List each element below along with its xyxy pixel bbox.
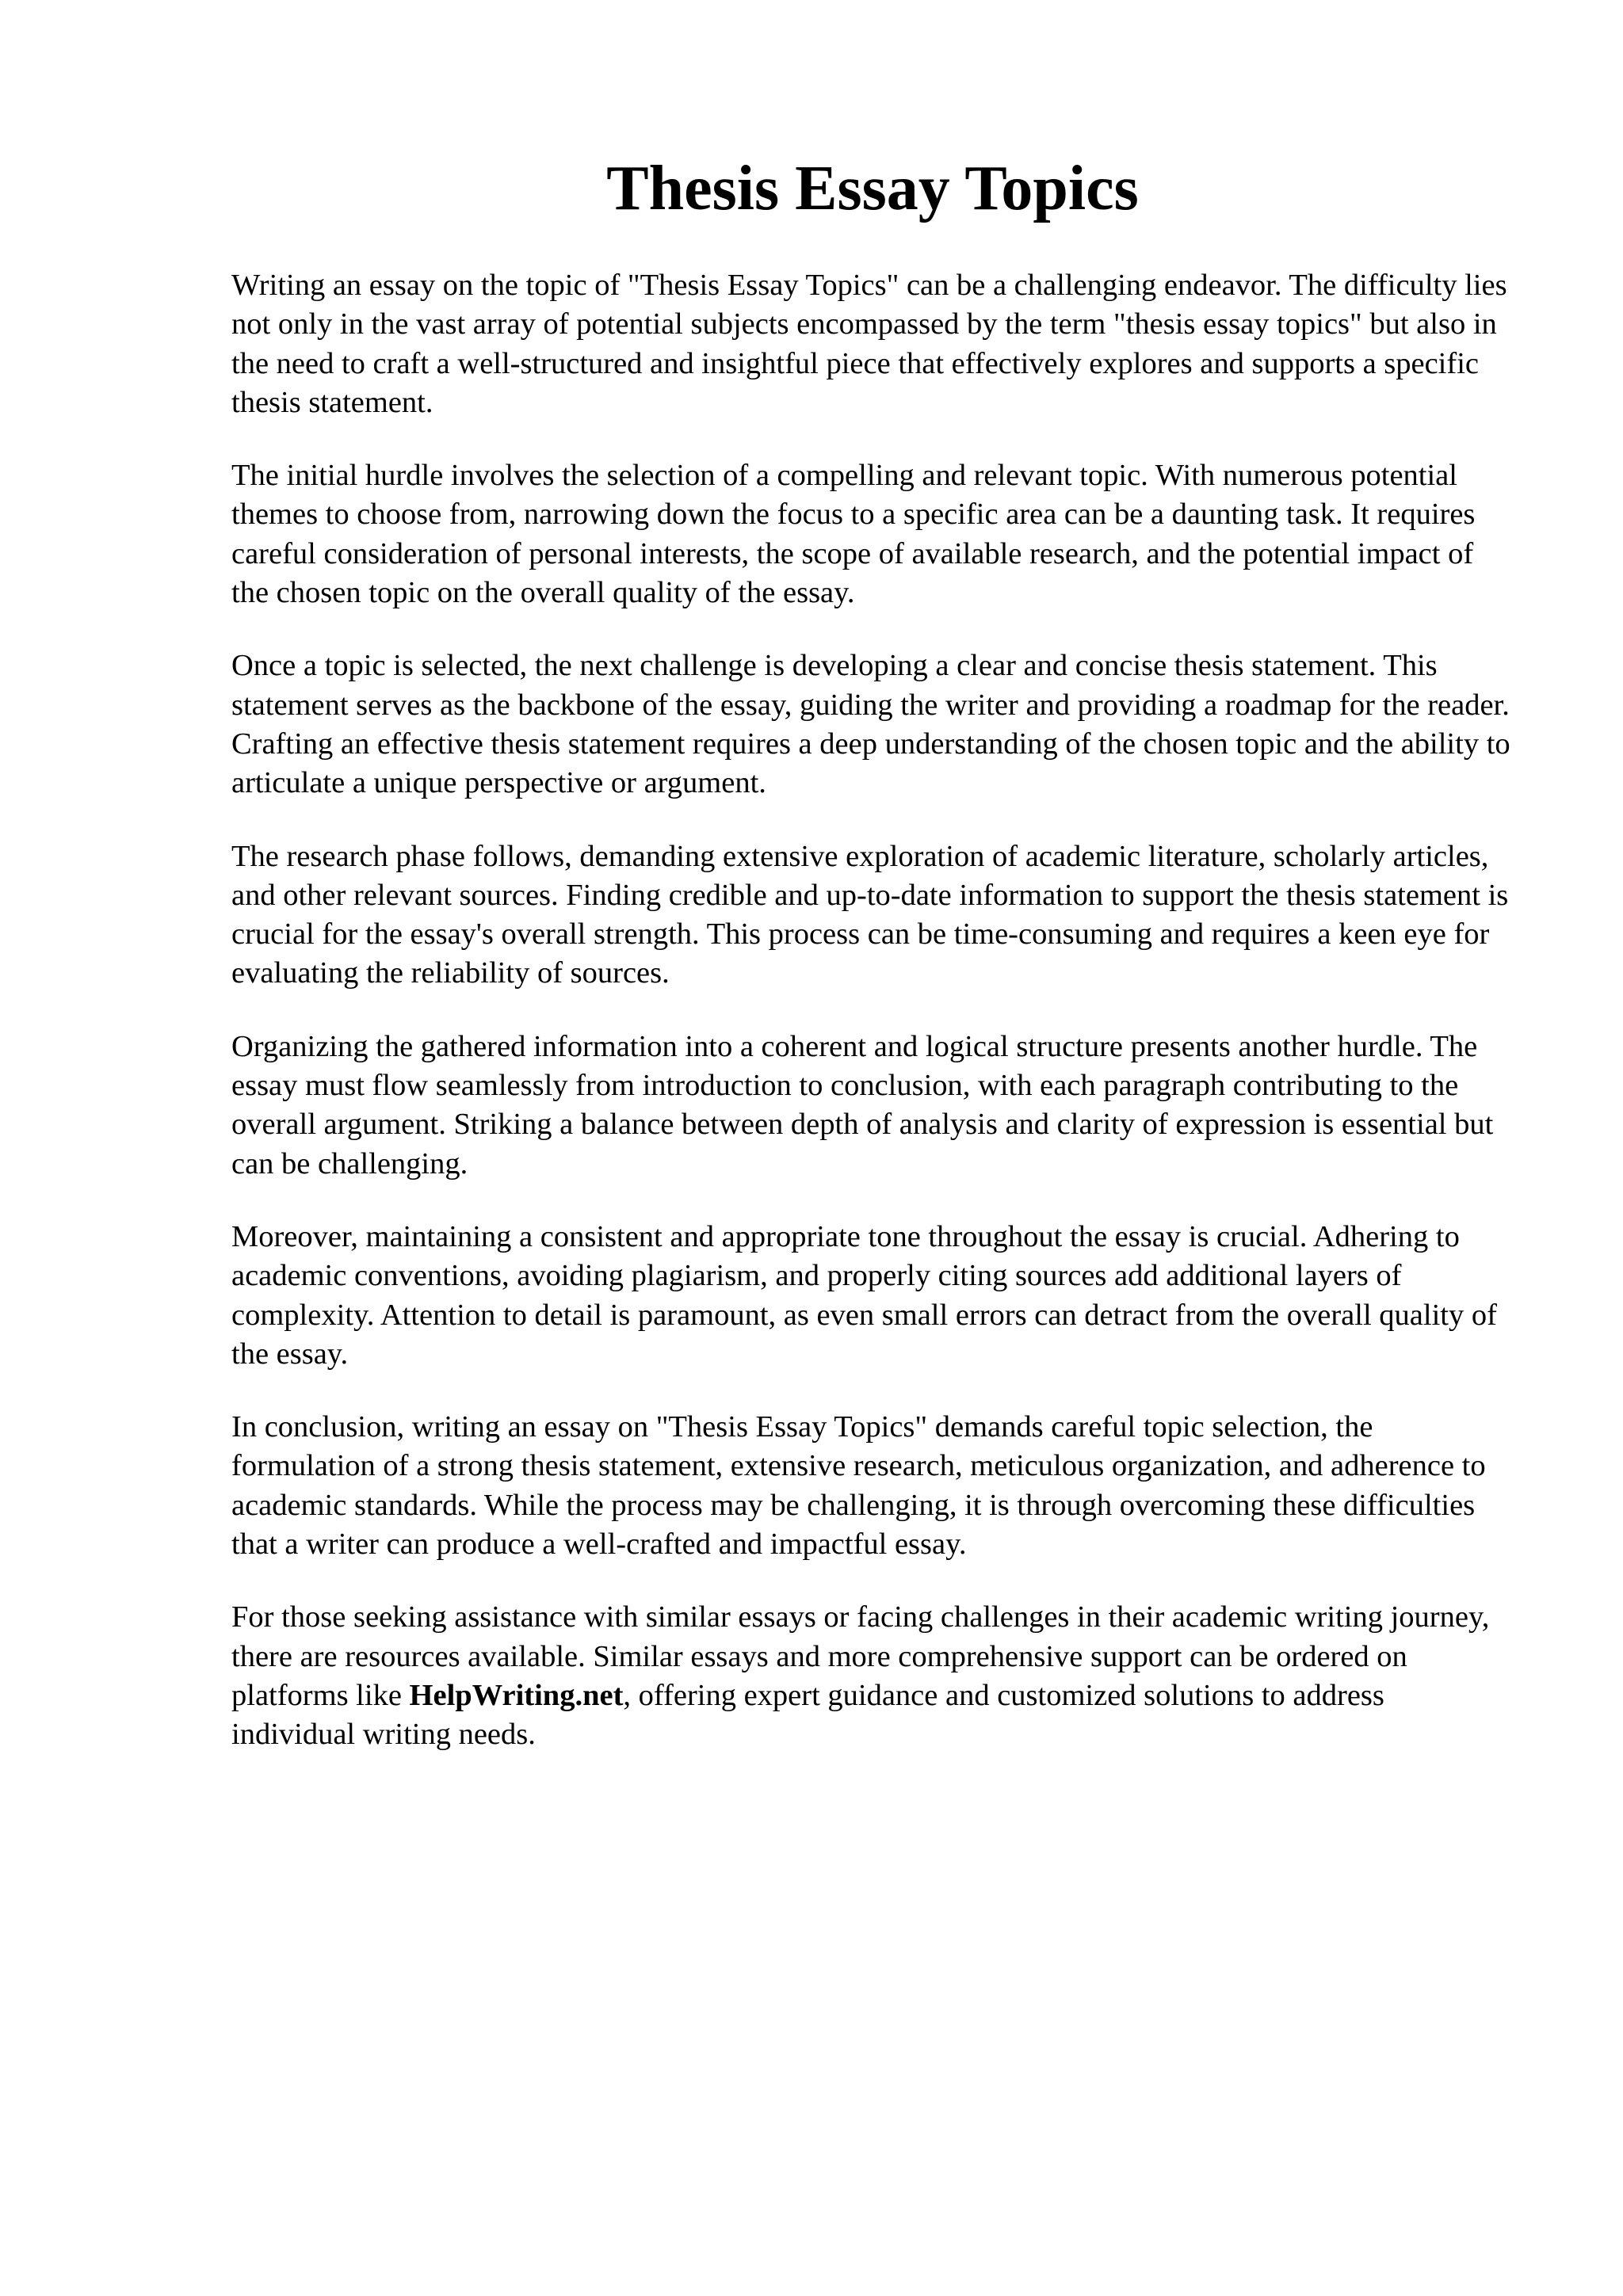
- closing-text-after: , offering expert guidance and customized solutions to address individual writing needs.: [231, 1678, 1384, 1752]
- paragraph-7: In conclusion, writing an essay on "Thesis Essay Topics" demands careful topic selection, the formulation of a strong thesis statement, extensive research, meticulous organization, and adherence to academic standards. While the process may be challenging, it is through overcoming these difficulties that a writer can produce a well-crafted and impactful essay.: [231, 1410, 1486, 1562]
- page-title: Thesis Essay Topics: [606, 154, 1139, 223]
- paragraph-6: Moreover, maintaining a consistent and appropriate tone throughout the essay is crucial. Adhering to academic conventions, avoiding plagiarism, and properly citing sources add additional layers of complexity. Attention to detail is paramount, as even small errors can detract from the overall quality of the essay.: [231, 1219, 1497, 1371]
- paragraph-5: Organizing the gathered information into a coherent and logical structure presents another hurdle. The essay must flow seamlessly from introduction to conclusion, with each paragraph contributing to the overall argument. Striking a balance between depth of analysis and clarity of expression is essential but can be challenging.: [231, 1029, 1494, 1180]
- essay-body: [231, 266, 1515, 1789]
- closing-paragraph: [231, 1598, 1515, 1754]
- paragraph-2: The initial hurdle involves the selection of a compelling and relevant topic. With numerous potential themes to choose from, narrowing down the focus to a specific area can be a daunting task. It requires careful consideration of personal interests, the scope of available research, and the potential impact of the chosen topic on the overall quality of the essay.: [231, 459, 1476, 610]
- closing-text-before: For those seeking assistance with similar essays or facing challenges in their academic writing journey, there are resources available. Similar essays and more comprehensive support can be ordered on platforms like: [231, 1600, 1490, 1712]
- paragraph-3: Once a topic is selected, the next challenge is developing a clear and concise thesis statement. This statement serves as the backbone of the essay, guiding the writer and providing a roadmap for the reader. Crafting an effective thesis statement requires a deep understanding of the chosen topic and the ability to articulate a unique perspective or argument.: [231, 649, 1510, 800]
- brand-name: HelpWriting.net: [409, 1678, 624, 1712]
- paragraph-4: The research phase follows, demanding extensive exploration of academic literature, scholarly articles, and other relevant sources. Finding credible and up-to-date information to support the thesis statement is crucial for the essay's overall strength. This process can be time-consuming and requires a keen eye for evaluating the reliability of sources.: [231, 839, 1509, 990]
- paragraph-1: Writing an essay on the topic of "Thesis Essay Topics" can be a challenging endeavor. The difficulty lies not only in the vast array of potential subjects encompassed by the term "thesis essay topics" but also in the need to craft a well-structured and insightful piece that effectively explores and supports a specific thesis statement.: [231, 269, 1507, 419]
